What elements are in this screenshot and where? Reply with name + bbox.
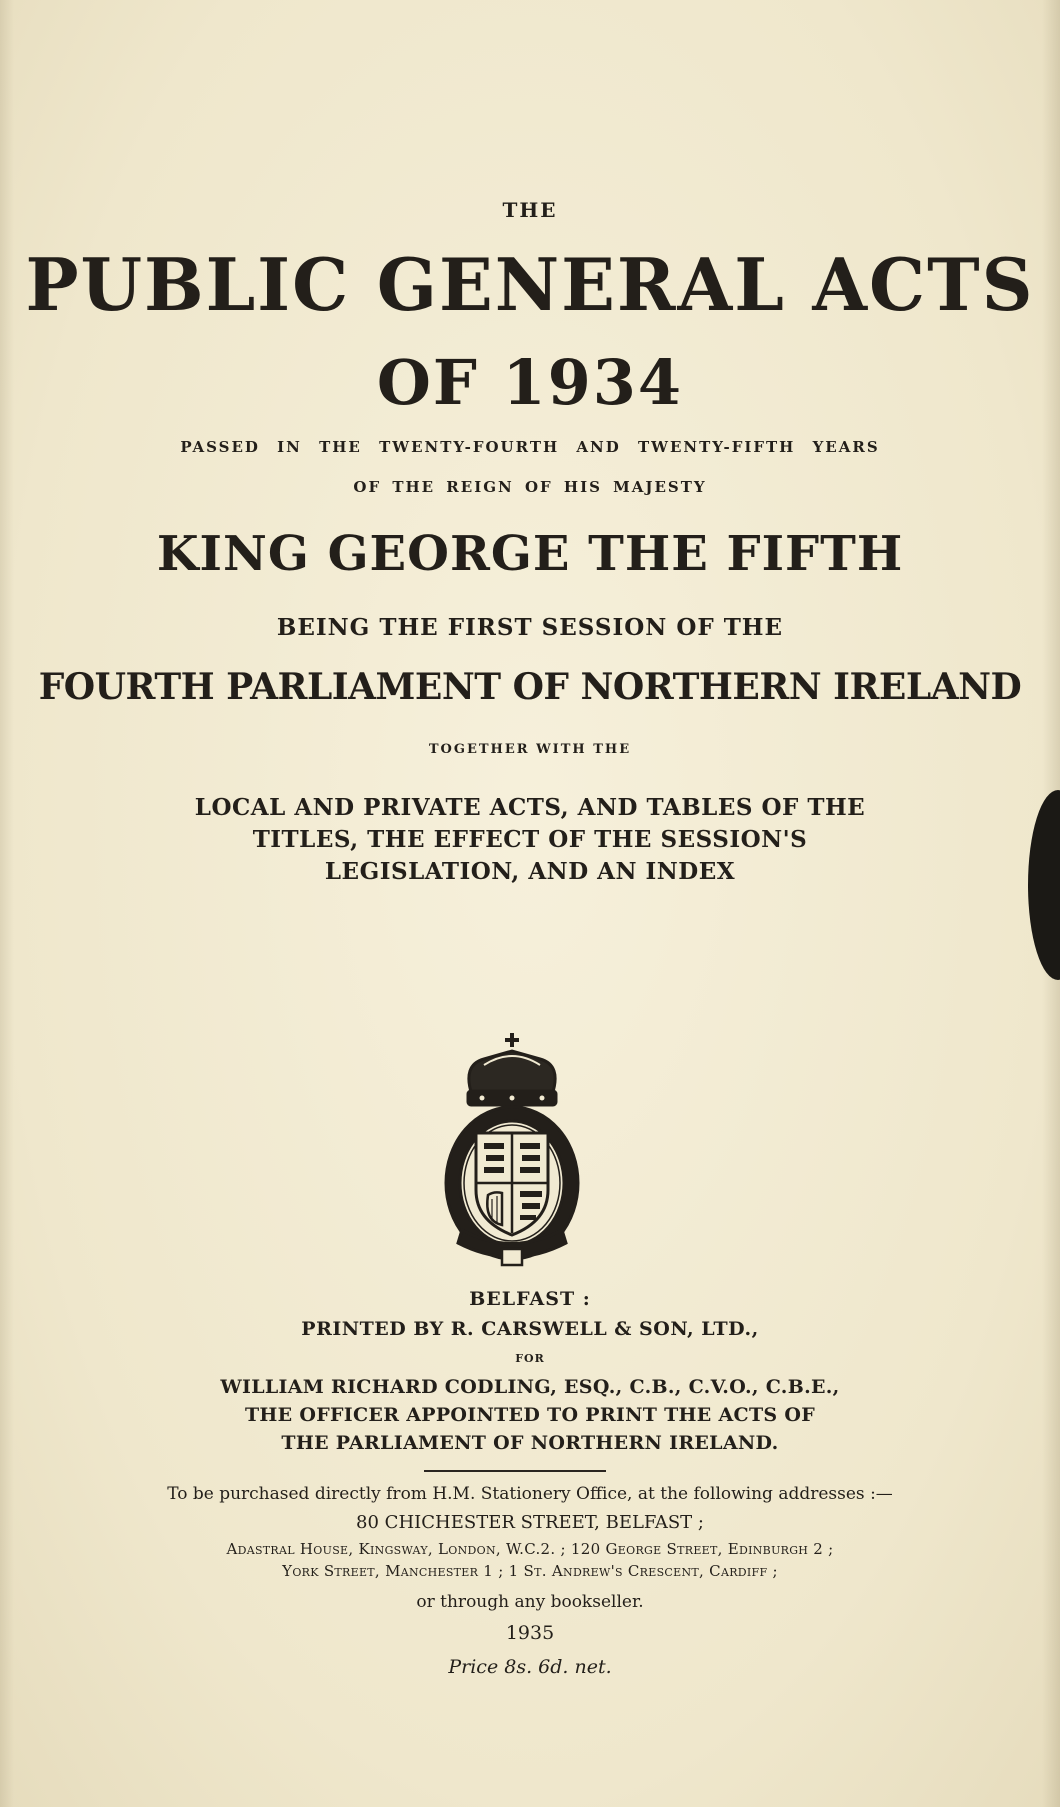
imprint-place: BELFAST : xyxy=(469,1288,591,1310)
session-line: BEING THE FIRST SESSION OF THE xyxy=(276,614,784,641)
purchase-bookseller: or through any bookseller. xyxy=(416,1592,644,1612)
imprint-printer: PRINTED BY R. CARSWELL & SON, LTD., xyxy=(301,1318,759,1340)
main-title: PUBLIC GENERAL ACTS xyxy=(25,242,1035,327)
contents-line-3: LEGISLATION, AND AN INDEX xyxy=(324,858,736,885)
parliament-line: FOURTH PARLIAMENT OF NORTHERN IRELAND xyxy=(38,666,1022,708)
title-the: THE xyxy=(502,198,558,222)
purchase-address-manchester-cardiff: York Street, Manchester 1 ; 1 St. Andrew's Crescent, Cardiff ; xyxy=(282,1562,778,1580)
imprint-officer-role-2: THE PARLIAMENT OF NORTHERN IRELAND. xyxy=(281,1432,779,1454)
royal-coat-of-arms-icon xyxy=(432,1025,592,1270)
purchase-address-london-edinburgh: Adastral House, Kingsway, London, W.C.2. ; 120 George Street, Edinburgh 2 ; xyxy=(226,1540,834,1558)
title-year: OF 1934 xyxy=(376,346,684,419)
contents-line-1: LOCAL AND PRIVATE ACTS, AND TABLES OF THE xyxy=(194,794,866,821)
publication-year: 1935 xyxy=(505,1622,555,1644)
contents-line-2: TITLES, THE EFFECT OF THE SESSION'S xyxy=(252,826,808,853)
imprint-for: FOR xyxy=(515,1352,545,1365)
king-name: KING GEORGE THE FIFTH xyxy=(156,526,904,582)
imprint-officer-role-1: THE OFFICER APPOINTED TO PRINT THE ACTS OF xyxy=(244,1404,815,1426)
reign-line-2: OF THE REIGN OF HIS MAJESTY xyxy=(353,478,707,496)
reign-line-1: PASSED IN THE TWENTY-FOURTH AND TWENTY-FIFTH YEARS xyxy=(180,438,880,456)
together-line: TOGETHER WITH THE xyxy=(428,742,632,757)
horizontal-rule xyxy=(424,1470,606,1472)
purchase-address-belfast: 80 CHICHESTER STREET, BELFAST ; xyxy=(356,1512,704,1533)
price: Price 8s. 6d. net. xyxy=(448,1656,612,1678)
purchase-intro: To be purchased directly from H.M. Stationery Office, at the following addresses :— xyxy=(167,1484,893,1504)
imprint-officer-name: WILLIAM RICHARD CODLING, ESQ., C.B., C.V.O., C.B.E., xyxy=(220,1376,840,1398)
